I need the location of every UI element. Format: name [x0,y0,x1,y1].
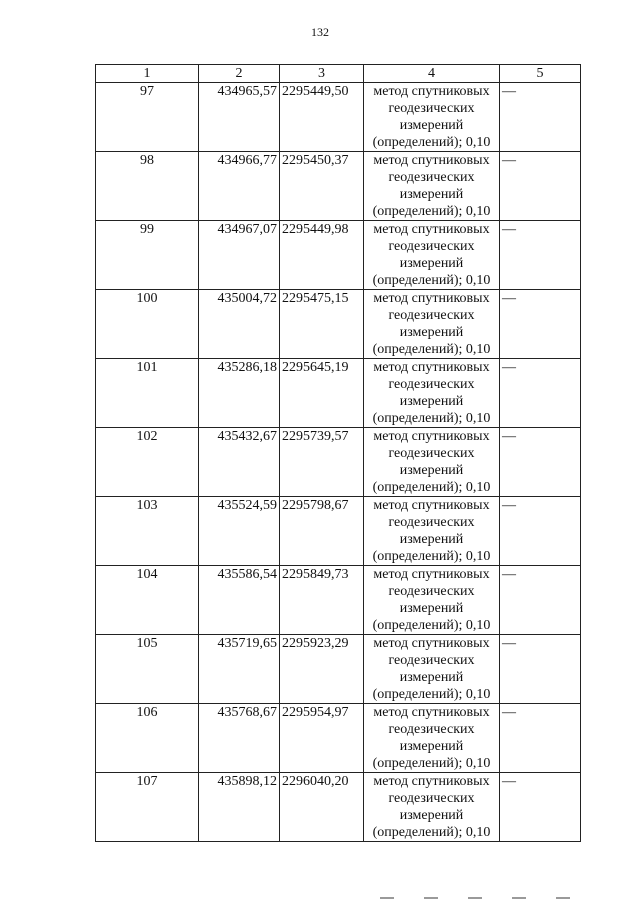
y-coordinate-cell: 2295798,67 [280,497,364,566]
scan-mark [512,897,526,899]
table-row [96,497,581,566]
table-row [96,773,581,842]
y-coordinate-cell: 2295645,19 [280,359,364,428]
y-coordinate-cell: 2295475,15 [280,290,364,359]
table-row [96,83,581,152]
coordinates-table [95,64,581,842]
point-number-cell: 101 [96,359,199,428]
method-cell: метод спутниковых геодезических измерений (определений); 0,10 [364,152,500,221]
note-cell: — [500,428,581,497]
column-header-3: 3 [280,65,364,83]
method-cell: метод спутниковых геодезических измерений (определений); 0,10 [364,359,500,428]
y-coordinate-cell: 2295449,98 [280,221,364,290]
x-coordinate-cell: 435286,18 [199,359,280,428]
x-coordinate-cell: 434965,57 [199,83,280,152]
y-coordinate-cell: 2295449,50 [280,83,364,152]
point-number-cell: 106 [96,704,199,773]
note-cell: — [500,704,581,773]
y-coordinate-cell: 2295923,29 [280,635,364,704]
x-coordinate-cell: 435719,65 [199,635,280,704]
point-number-cell: 100 [96,290,199,359]
method-cell: метод спутниковых геодезических измерений (определений); 0,10 [364,704,500,773]
point-number-cell: 103 [96,497,199,566]
method-cell: метод спутниковых геодезических измерений (определений); 0,10 [364,773,500,842]
note-cell: — [500,359,581,428]
method-cell: метод спутниковых геодезических измерений (определений); 0,10 [364,83,500,152]
note-cell: — [500,497,581,566]
x-coordinate-cell: 435432,67 [199,428,280,497]
scan-mark [380,897,394,899]
x-coordinate-cell: 435768,67 [199,704,280,773]
column-header-4: 4 [364,65,500,83]
x-coordinate-cell: 435524,59 [199,497,280,566]
table-row [96,428,581,497]
x-coordinate-cell: 434967,07 [199,221,280,290]
y-coordinate-cell: 2295954,97 [280,704,364,773]
note-cell: — [500,83,581,152]
y-coordinate-cell: 2295450,37 [280,152,364,221]
point-number-cell: 107 [96,773,199,842]
column-header-1: 1 [96,65,199,83]
point-number-cell: 99 [96,221,199,290]
x-coordinate-cell: 435898,12 [199,773,280,842]
point-number-cell: 105 [96,635,199,704]
table-row [96,566,581,635]
note-cell: — [500,221,581,290]
note-cell: — [500,635,581,704]
table-row [96,359,581,428]
method-cell: метод спутниковых геодезических измерений (определений); 0,10 [364,497,500,566]
table-row [96,221,581,290]
column-header-2: 2 [199,65,280,83]
point-number-cell: 102 [96,428,199,497]
point-number-cell: 98 [96,152,199,221]
table-row [96,704,581,773]
note-cell: — [500,290,581,359]
table-header [96,65,581,83]
method-cell: метод спутниковых геодезических измерений (определений); 0,10 [364,290,500,359]
note-cell: — [500,773,581,842]
footer-scan-marks [380,897,620,903]
x-coordinate-cell: 434966,77 [199,152,280,221]
column-header-5: 5 [500,65,581,83]
point-number-cell: 104 [96,566,199,635]
header-row [96,65,581,83]
y-coordinate-cell: 2296040,20 [280,773,364,842]
method-cell: метод спутниковых геодезических измерений (определений); 0,10 [364,635,500,704]
page-number: 132 [311,25,329,39]
x-coordinate-cell: 435586,54 [199,566,280,635]
point-number-cell: 97 [96,83,199,152]
table-row [96,635,581,704]
method-cell: метод спутниковых геодезических измерений (определений); 0,10 [364,428,500,497]
y-coordinate-cell: 2295739,57 [280,428,364,497]
method-cell: метод спутниковых геодезических измерений (определений); 0,10 [364,566,500,635]
note-cell: — [500,152,581,221]
table-row [96,290,581,359]
table-body [96,83,581,842]
method-cell: метод спутниковых геодезических измерений (определений); 0,10 [364,221,500,290]
scan-mark [556,897,570,899]
scan-mark [468,897,482,899]
y-coordinate-cell: 2295849,73 [280,566,364,635]
x-coordinate-cell: 435004,72 [199,290,280,359]
scan-mark [424,897,438,899]
table-row [96,152,581,221]
note-cell: — [500,566,581,635]
